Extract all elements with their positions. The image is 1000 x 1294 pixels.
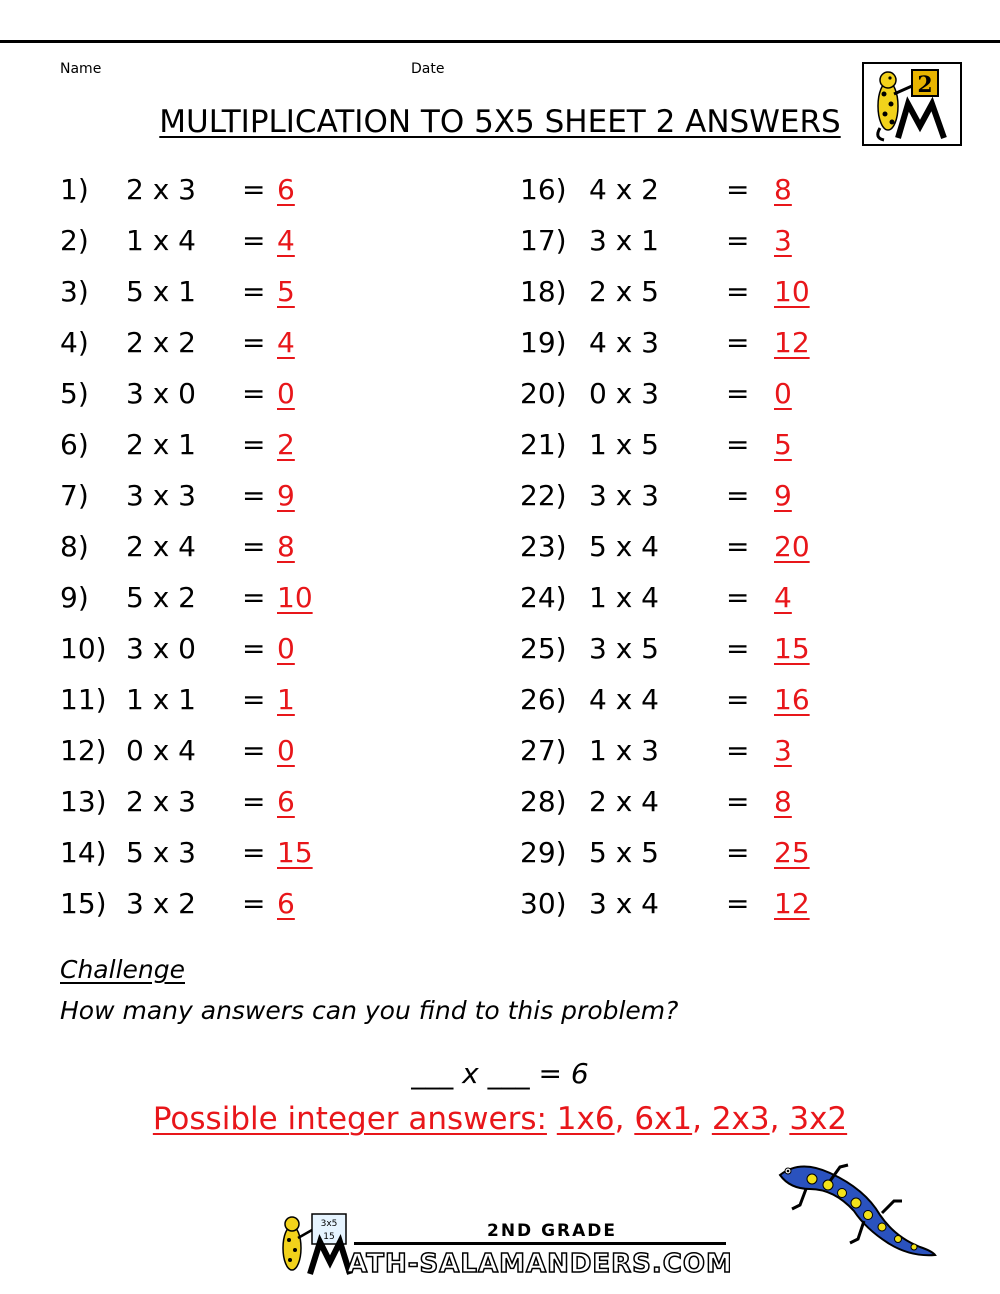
- problem-row: [520, 576, 840, 620]
- problem-row: [60, 831, 380, 875]
- problem-row: [60, 729, 380, 773]
- equals-sign: =: [242, 275, 266, 308]
- equals-sign: =: [726, 326, 750, 359]
- problem-expression: 1 x 3: [589, 734, 659, 767]
- problem-expression: 3 x 1: [589, 224, 659, 257]
- problem-row: [520, 270, 840, 314]
- problem-expression: 3 x 3: [126, 479, 196, 512]
- problem-row: [520, 831, 840, 875]
- answer-item: 3x2: [789, 1101, 848, 1137]
- problem-number: 6): [60, 428, 89, 461]
- problem-row: [520, 525, 840, 569]
- problem-number: 28): [520, 785, 567, 818]
- equals-sign: =: [242, 173, 266, 206]
- problem-expression: 3 x 0: [126, 632, 196, 665]
- challenge-text: How many answers can you find to this problem?: [60, 996, 679, 1025]
- problem-answer: 4: [774, 581, 792, 614]
- problem-expression: 2 x 1: [126, 428, 196, 461]
- grade-logo: [862, 62, 962, 146]
- problem-expression: 4 x 2: [589, 173, 659, 206]
- equals-sign: =: [242, 632, 266, 665]
- problem-number: 11): [60, 683, 107, 716]
- problem-number: 9): [60, 581, 89, 614]
- problem-answer: 0: [774, 377, 792, 410]
- problem-row: [60, 168, 380, 212]
- problem-row: [520, 321, 840, 365]
- problem-answer: 5: [774, 428, 792, 461]
- problem-expression: 2 x 3: [126, 785, 196, 818]
- problem-row: [520, 423, 840, 467]
- problem-answer: 12: [774, 887, 810, 920]
- problem-expression: 4 x 4: [589, 683, 659, 716]
- problem-expression: 4 x 3: [589, 326, 659, 359]
- problem-row: [60, 372, 380, 416]
- problem-number: 20): [520, 377, 567, 410]
- problem-answer: 0: [277, 734, 295, 767]
- problem-answer: 6: [277, 173, 295, 206]
- answer-item: 2x3: [711, 1101, 770, 1137]
- problem-expression: 5 x 3: [126, 836, 196, 869]
- footer-board-result: 15: [323, 1232, 335, 1242]
- challenge-equation: ___ x ___ = 6: [411, 1057, 589, 1090]
- challenge-title: Challenge: [60, 955, 185, 984]
- problem-number: 12): [60, 734, 107, 767]
- problem-number: 10): [60, 632, 107, 665]
- problem-row: [520, 627, 840, 671]
- problem-row: [520, 678, 840, 722]
- problem-expression: 5 x 5: [589, 836, 659, 869]
- equals-sign: =: [726, 632, 750, 665]
- problem-answer: 3: [774, 734, 792, 767]
- problem-expression: 5 x 1: [126, 275, 196, 308]
- problem-number: 2): [60, 224, 89, 257]
- equals-sign: =: [726, 173, 750, 206]
- equals-sign: =: [726, 224, 750, 257]
- problem-expression: 0 x 4: [126, 734, 196, 767]
- problem-answer: 8: [774, 785, 792, 818]
- problem-number: 16): [520, 173, 567, 206]
- problem-expression: 3 x 0: [126, 377, 196, 410]
- problem-answer: 4: [277, 224, 295, 257]
- problem-expression: 1 x 5: [589, 428, 659, 461]
- problem-answer: 25: [774, 836, 810, 869]
- problem-answer: 12: [774, 326, 810, 359]
- problem-number: 14): [60, 836, 107, 869]
- problem-number: 21): [520, 428, 567, 461]
- problem-expression: 2 x 5: [589, 275, 659, 308]
- footer-logo: [270, 1212, 730, 1282]
- answer-item: 1x6: [556, 1101, 615, 1137]
- problem-answer: 1: [277, 683, 295, 716]
- problem-row: [520, 882, 840, 926]
- problem-answer: 10: [277, 581, 313, 614]
- problem-row: [520, 729, 840, 773]
- equals-sign: =: [242, 224, 266, 257]
- problem-answer: 6: [277, 887, 295, 920]
- math-salamanders-logo-icon: [270, 1212, 730, 1278]
- equals-sign: =: [242, 836, 266, 869]
- worksheet-title: MULTIPLICATION TO 5X5 SHEET 2 ANSWERS: [159, 104, 841, 140]
- problem-number: 13): [60, 785, 107, 818]
- problem-answer: 3: [774, 224, 792, 257]
- problem-row: [60, 525, 380, 569]
- problem-answer: 0: [277, 632, 295, 665]
- problem-expression: 5 x 4: [589, 530, 659, 563]
- problem-expression: 1 x 4: [589, 581, 659, 614]
- problem-number: 17): [520, 224, 567, 257]
- equals-sign: =: [726, 479, 750, 512]
- problem-answer: 9: [774, 479, 792, 512]
- problem-answer: 15: [774, 632, 810, 665]
- salamander-illustration: [770, 1155, 940, 1269]
- problem-number: 8): [60, 530, 89, 563]
- problem-row: [520, 219, 840, 263]
- problem-expression: 1 x 4: [126, 224, 196, 257]
- problem-number: 1): [60, 173, 89, 206]
- equals-sign: =: [726, 734, 750, 767]
- equals-sign: =: [726, 275, 750, 308]
- footer-site: ATH-SALAMANDERS.COM: [347, 1249, 730, 1278]
- equals-sign: =: [726, 785, 750, 818]
- equals-sign: =: [726, 530, 750, 563]
- equals-sign: =: [242, 581, 266, 614]
- problem-number: 27): [520, 734, 567, 767]
- equals-sign: =: [242, 683, 266, 716]
- answer-item: 6x1: [634, 1101, 693, 1137]
- salamander-logo-icon: [864, 64, 960, 144]
- problem-number: 15): [60, 887, 107, 920]
- equals-sign: =: [726, 836, 750, 869]
- problem-row: [520, 780, 840, 824]
- problem-expression: 0 x 3: [589, 377, 659, 410]
- challenge-answers: Possible integer answers: 1x6, 6x1, 2x3, 3x2: [152, 1101, 848, 1137]
- equals-sign: =: [726, 428, 750, 461]
- equals-sign: =: [726, 683, 750, 716]
- equals-sign: =: [242, 887, 266, 920]
- problem-answer: 0: [277, 377, 295, 410]
- problem-row: [520, 372, 840, 416]
- problem-answer: 5: [277, 275, 295, 308]
- salamander-icon: [770, 1155, 940, 1265]
- equals-sign: =: [242, 326, 266, 359]
- problem-answer: 2: [277, 428, 295, 461]
- problem-answer: 10: [774, 275, 810, 308]
- problem-number: 25): [520, 632, 567, 665]
- logo-badge-text: 2: [917, 72, 933, 98]
- problem-expression: 5 x 2: [126, 581, 196, 614]
- problem-expression: 3 x 4: [589, 887, 659, 920]
- problem-expression: 3 x 2: [126, 887, 196, 920]
- problem-row: [60, 627, 380, 671]
- problem-number: 19): [520, 326, 567, 359]
- problem-expression: 1 x 1: [126, 683, 196, 716]
- problem-row: [520, 168, 840, 212]
- problem-expression: 2 x 4: [126, 530, 196, 563]
- equals-sign: =: [726, 377, 750, 410]
- problem-row: [60, 882, 380, 926]
- problem-row: [60, 678, 380, 722]
- equals-sign: =: [242, 734, 266, 767]
- problem-number: 26): [520, 683, 567, 716]
- equals-sign: =: [242, 428, 266, 461]
- problem-expression: 3 x 3: [589, 479, 659, 512]
- equals-sign: =: [726, 581, 750, 614]
- problem-expression: 2 x 3: [126, 173, 196, 206]
- problem-row: [60, 423, 380, 467]
- problem-expression: 2 x 2: [126, 326, 196, 359]
- equals-sign: =: [726, 887, 750, 920]
- equals-sign: =: [242, 785, 266, 818]
- problem-expression: 3 x 5: [589, 632, 659, 665]
- equals-sign: =: [242, 530, 266, 563]
- problem-row: [60, 780, 380, 824]
- answers-prefix: Possible integer answers:: [152, 1101, 547, 1137]
- problem-row: [60, 270, 380, 314]
- problem-number: 24): [520, 581, 567, 614]
- problem-row: [520, 474, 840, 518]
- footer-board-expr: 3x5: [320, 1219, 338, 1229]
- problem-answer: 16: [774, 683, 810, 716]
- problem-row: [60, 219, 380, 263]
- top-rule: [0, 40, 1000, 43]
- equals-sign: =: [242, 479, 266, 512]
- problem-answer: 8: [277, 530, 295, 563]
- problem-number: 4): [60, 326, 89, 359]
- problem-number: 23): [520, 530, 567, 563]
- problem-answer: 8: [774, 173, 792, 206]
- date-label: Date: [411, 61, 445, 77]
- equals-sign: =: [242, 377, 266, 410]
- problem-number: 22): [520, 479, 567, 512]
- problem-answer: 20: [774, 530, 810, 563]
- problem-number: 29): [520, 836, 567, 869]
- problem-row: [60, 321, 380, 365]
- problem-row: [60, 474, 380, 518]
- problem-number: 3): [60, 275, 89, 308]
- problem-number: 18): [520, 275, 567, 308]
- footer-grade: 2ND GRADE: [486, 1221, 618, 1241]
- problem-number: 7): [60, 479, 89, 512]
- name-label: Name: [60, 61, 102, 77]
- problem-answer: 15: [277, 836, 313, 869]
- problem-answer: 4: [277, 326, 295, 359]
- problem-answer: 6: [277, 785, 295, 818]
- problem-row: [60, 576, 380, 620]
- problem-number: 30): [520, 887, 567, 920]
- problem-expression: 2 x 4: [589, 785, 659, 818]
- problem-number: 5): [60, 377, 89, 410]
- problem-answer: 9: [277, 479, 295, 512]
